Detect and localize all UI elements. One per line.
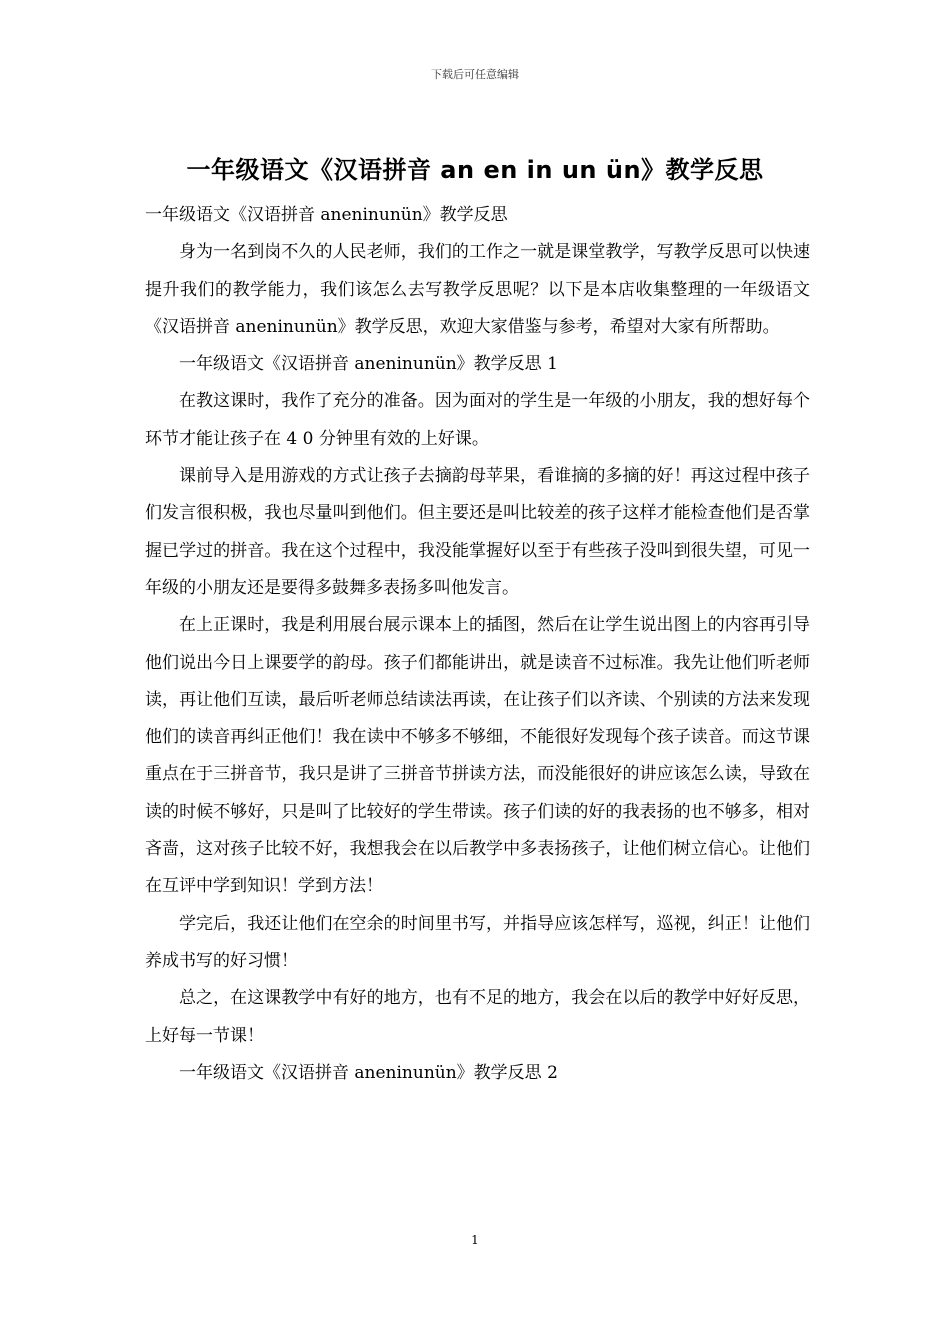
paragraph: 课前导入是用游戏的方式让孩子去摘韵母苹果，看谁摘的多摘的好！再这过程中孩子们发言很积极，我也尽量叫到他们。但主要还是叫比较差的孩子这样才能检查他们是否掌握已学过的拼音。我在这个过程中，我没能掌握好以至于有些孩子没叫到很失望，可见一年级的小朋友还是要得多鼓舞多表扬多叫他发言。 xyxy=(145,466,810,598)
document-body xyxy=(145,197,810,1092)
paragraph: 在上正课时，我是利用展台展示课本上的插图，然后在让学生说出图上的内容再引导他们说出今日上课要学的韵母。孩子们都能讲出，就是读音不过标准。我先让他们听老师读，再让他们互读，最后听老师总结读法再读，在让孩子们以齐读、个别读的方法来发现他们的读音再纠正他们！我在读中不够多不够细，不能很好发现每个孩子读音。而这节课重点在于三拼音节，我只是讲了三拼音节拼读方法，而没能很好的讲应该怎么读，导致在读的时候不够好，只是叫了比较好的学生带读。孩子们读的好的我表扬的也不够多，相对吝啬，这对孩子比较不好，我想我会在以后教学中多表扬孩子，让他们树立信心。让他们在互评中学到知识！学到方法！ xyxy=(145,615,810,897)
page-number: 1 xyxy=(471,1233,479,1247)
section-heading-1: 一年级语文《汉语拼音 aneninunün》教学反思 1 xyxy=(179,354,558,375)
paragraph: 在教这课时，我作了充分的准备。因为面对的学生是一年级的小朋友，我的想好每个环节才能让孩子在 4 0 分钟里有效的上好课。 xyxy=(145,391,810,449)
subtitle-line: 一年级语文《汉语拼音 aneninunün》教学反思 xyxy=(145,205,508,225)
header-note: 下载后可任意编辑 xyxy=(431,68,519,81)
paragraph: 总之，在这课教学中有好的地方，也有不足的地方，我会在以后的教学中好好反思，上好每一节课！ xyxy=(145,988,810,1046)
document-title: 一年级语文《汉语拼音 an en in un ün》教学反思 xyxy=(186,156,764,184)
paragraph: 学完后，我还让他们在空余的时间里书写，并指导应该怎样写，巡视，纠正！让他们养成书写的好习惯！ xyxy=(145,913,810,971)
section-heading-2: 一年级语文《汉语拼音 aneninunün》教学反思 2 xyxy=(179,1062,558,1083)
paragraph-intro: 身为一名到岗不久的人民老师，我们的工作之一就是课堂教学，写教学反思可以快速提升我们的教学能力，我们该怎么去写教学反思呢？以下是本店收集整理的一年级语文《汉语拼音 aneninunün》教学反思，欢迎大家借鉴与参考，希望对大家有所帮助。 xyxy=(145,242,810,337)
